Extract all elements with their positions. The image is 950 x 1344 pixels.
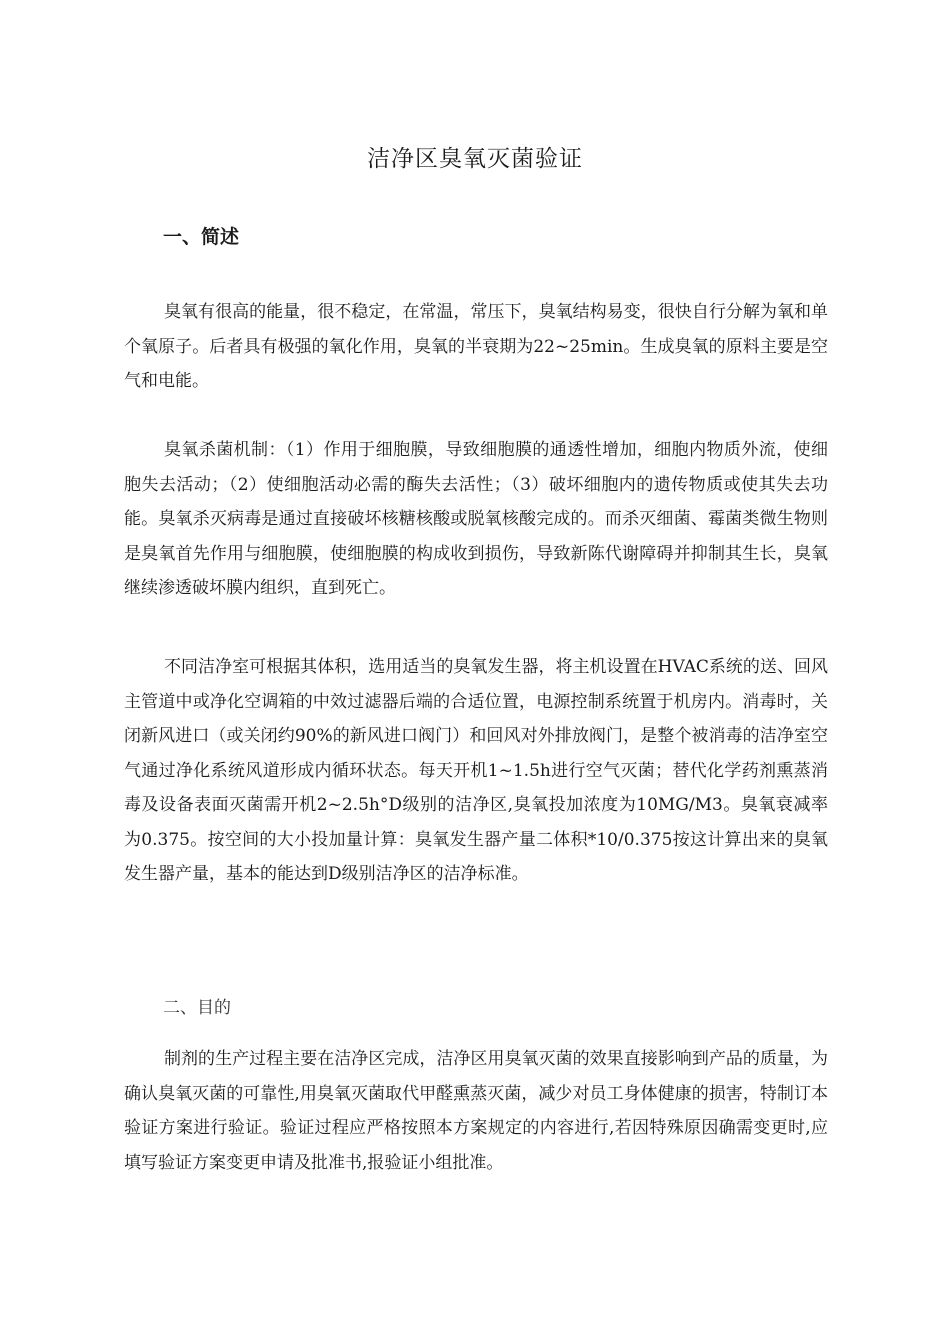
document-title: 洁净区臭氧灭菌验证 — [367, 146, 583, 172]
section-heading-purpose: 二、目的 — [163, 998, 231, 1018]
paragraph-application-method: 不同洁净室可根据其体积，选用适当的臭氧发生器，将主机设置在HVAC系统的送、回风主管道中或净化空调箱的中效过滤器后端的合适位置，电源控制系统置于机房内。消毒时，关闭新风进口（或关闭约90%的新风进口阀门）和回风对外排放阀门，是整个被消毒的洁净室空气通过净化系统风道形成内循环状态。每天开机1~1.5h进行空气灭菌；替代化学药剂熏蒸消毒及设备表面灭菌需开机2~2.5h°D级别的洁净区,臭氧投加浓度为10MG/M3。臭氧衰减率为0.375。按空间的大小投加量计算：臭氧发生器产量二体积*10/0.375按这计算出来的臭氧发生器产量，基本的能达到D级别洁净区的洁净标准。 — [124, 657, 828, 884]
paragraph-purpose: 制剂的生产过程主要在洁净区完成，洁净区用臭氧灭菌的效果直接影响到产品的质量，为确认臭氧灭菌的可靠性,用臭氧灭菌取代甲醛熏蒸灭菌，减少对员工身体健康的损害，特制订本验证方案进行验证。验证过程应严格按照本方案规定的内容进行,若因特殊原因确需变更时,应填写验证方案变更申请及批准书,报验证小组批准。 — [124, 1049, 828, 1173]
paragraph-ozone-properties: 臭氧有很高的能量，很不稳定，在常温，常压下，臭氧结构易变，很快自行分解为氧和单个氧原子。后者具有极强的氧化作用，臭氧的半衰期为22~25min。生成臭氧的原料主要是空气和电能。 — [124, 302, 828, 391]
paragraph-sterilization-mechanism: 臭氧杀菌机制：（1）作用于细胞膜，导致细胞膜的通透性增加，细胞内物质外流，使细胞失去活动；（2）使细胞活动必需的酶失去活性；（3）破坏细胞内的遗传物质或使其失去功能。臭氧杀灭病毒是通过直接破坏核糖核酸或脱氧核酸完成的。而杀灭细菌、霉菌类微生物则是臭氧首先作用与细胞膜，使细胞膜的构成收到损伤，导致新陈代谢障碍并抑制其生长，臭氧继续渗透破坏膜内组织，直到死亡。 — [124, 440, 828, 598]
section-heading-overview: 一、简述 — [163, 226, 240, 248]
